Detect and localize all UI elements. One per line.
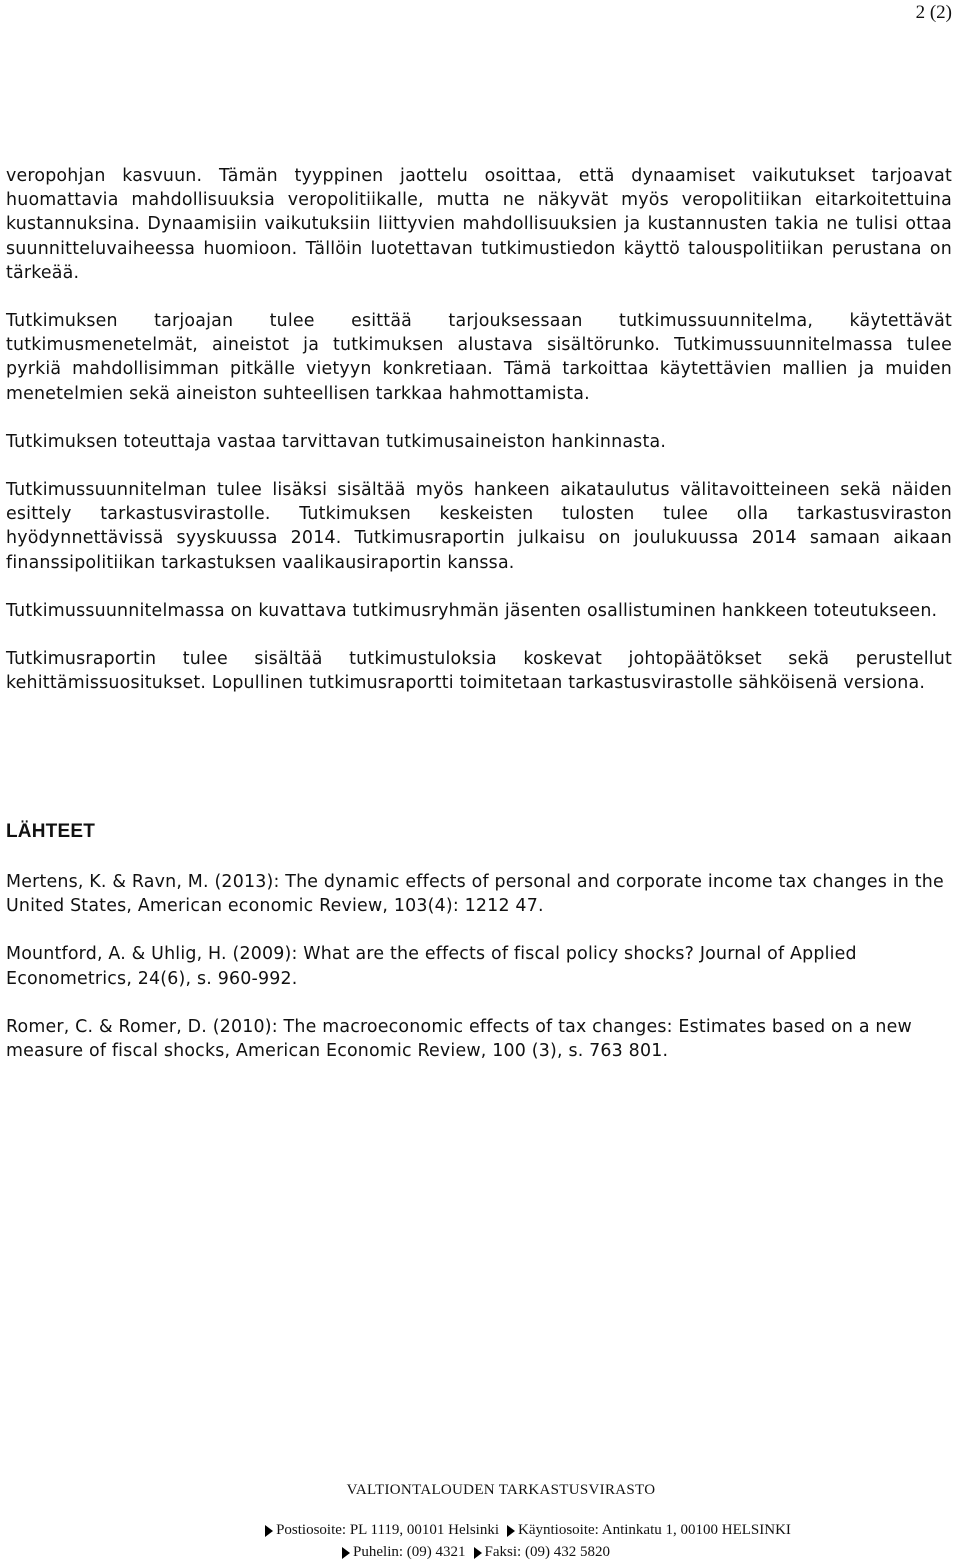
- footer-fax: [474, 1544, 610, 1561]
- arrow-right-icon: [265, 1525, 273, 1537]
- arrow-right-icon: [474, 1547, 482, 1559]
- footer-addresses: [0, 1522, 960, 1539]
- body-text: [6, 164, 952, 695]
- paragraph-schedule: Tutkimussuunnitelman tulee lisäksi sisältää myös hankeen aikataulutus välitavoitteineen sekä näiden esittely tarkastusvirastolle. Tutkimuksen keskeisten tulosten tulee olla tarkastusviraston hyödynnettävissä syyskuussa 2014. Tutkimusraportin julkaisu on joulukuussa 2014 samaan aikaan finanssipolitiikan tarkastuksen vaalikausiraportin kanssa.: [6, 480, 952, 573]
- footer-visiting-address: [507, 1522, 791, 1539]
- page-number: 2 (2): [915, 2, 952, 23]
- visiting-address-text: Käyntiosoite: Antinkatu 1, 00100 HELSINKI: [518, 1522, 791, 1538]
- paragraph-research-plan: Tutkimuksen tarjoajan tulee esittää tarjouksessaan tutkimussuunnitelma, käytettävät tutkimusmenetelmät, aineistot ja tutkimuksen alustava sisältörunko. Tutkimussuunnitelmassa tulee pyrkiä mahdollisimman pitkälle vietyyn konkretiaan. Tämä tarkoittaa käytettävien mallien ja muiden menetelmien sekä aineiston suhteellisen tarkkaa hahmottamista.: [6, 311, 952, 404]
- footer-organization: VALTIONTALOUDEN TARKASTUSVIRASTO: [346, 1482, 656, 1498]
- phone-text: Puhelin: (09) 4321: [353, 1544, 466, 1560]
- fax-text: Faksi: (09) 432 5820: [484, 1544, 610, 1560]
- reference-item: Mountford, A. & Uhlig, H. (2009): What are the effects of fiscal policy shocks? Journal of Applied Econometrics, 24(6), s. 960-992.: [6, 944, 857, 989]
- reference-item: Romer, C. & Romer, D. (2010): The macroeconomic effects of tax changes: Estimates based on a new measure of fiscal shocks, American Economic Review, 100 (3), s. 763 801.: [6, 1016, 912, 1062]
- reference-item: Mertens, K. & Ravn, M. (2013): The dynamic effects of personal and corporate income tax changes in the United States, American economic Review, 103(4): 1212 47.: [6, 872, 944, 917]
- footer-phone: [342, 1544, 466, 1561]
- paragraph-data-acquisition: Tutkimuksen toteuttaja vastaa tarvittavan tutkimusaineiston hankinnasta.: [6, 431, 667, 452]
- sources-heading: LÄHTEET: [6, 821, 96, 842]
- postal-address-text: Postiosoite: PL 1119, 00101 Helsinki: [276, 1522, 500, 1538]
- paragraph-final-report: Tutkimusraportin tulee sisältää tutkimustuloksia koskevat johtopäätökset sekä perustellut kehittämissuositukset. Lopullinen tutkimusraportti toimitetaan tarkastusvirastolle sähköisenä versiona.: [6, 649, 952, 694]
- paragraph-dynamic-effects: veropohjan kasvuun. Tämän tyyppinen jaottelu osoittaa, että dynaamiset vaikutukset tarjoavat huomattavia mahdollisuuksia veropolitiikalle, mutta ne näkyvät myös veropolitiikan eitarkoitettuina kustannuksina. Dynaamisiin vaikutuksiin liittyvien mahdollisuuksien ja kustannusten takia ne tulisi ottaa suunnitteluvaiheessa huomioon. Tällöin luotettavan tutkimustiedon käyttö talouspolitiikan perustana on tärkeää.: [6, 166, 952, 283]
- reference-list: [6, 870, 952, 1087]
- footer-contacts: [0, 1544, 960, 1561]
- paragraph-team-participation: Tutkimussuunnitelmassa on kuvattava tutkimusryhmän jäsenten osallistuminen hankkeen toteutukseen.: [6, 600, 938, 621]
- arrow-right-icon: [507, 1525, 515, 1537]
- arrow-right-icon: [342, 1547, 350, 1559]
- footer-postal-address: [265, 1522, 499, 1539]
